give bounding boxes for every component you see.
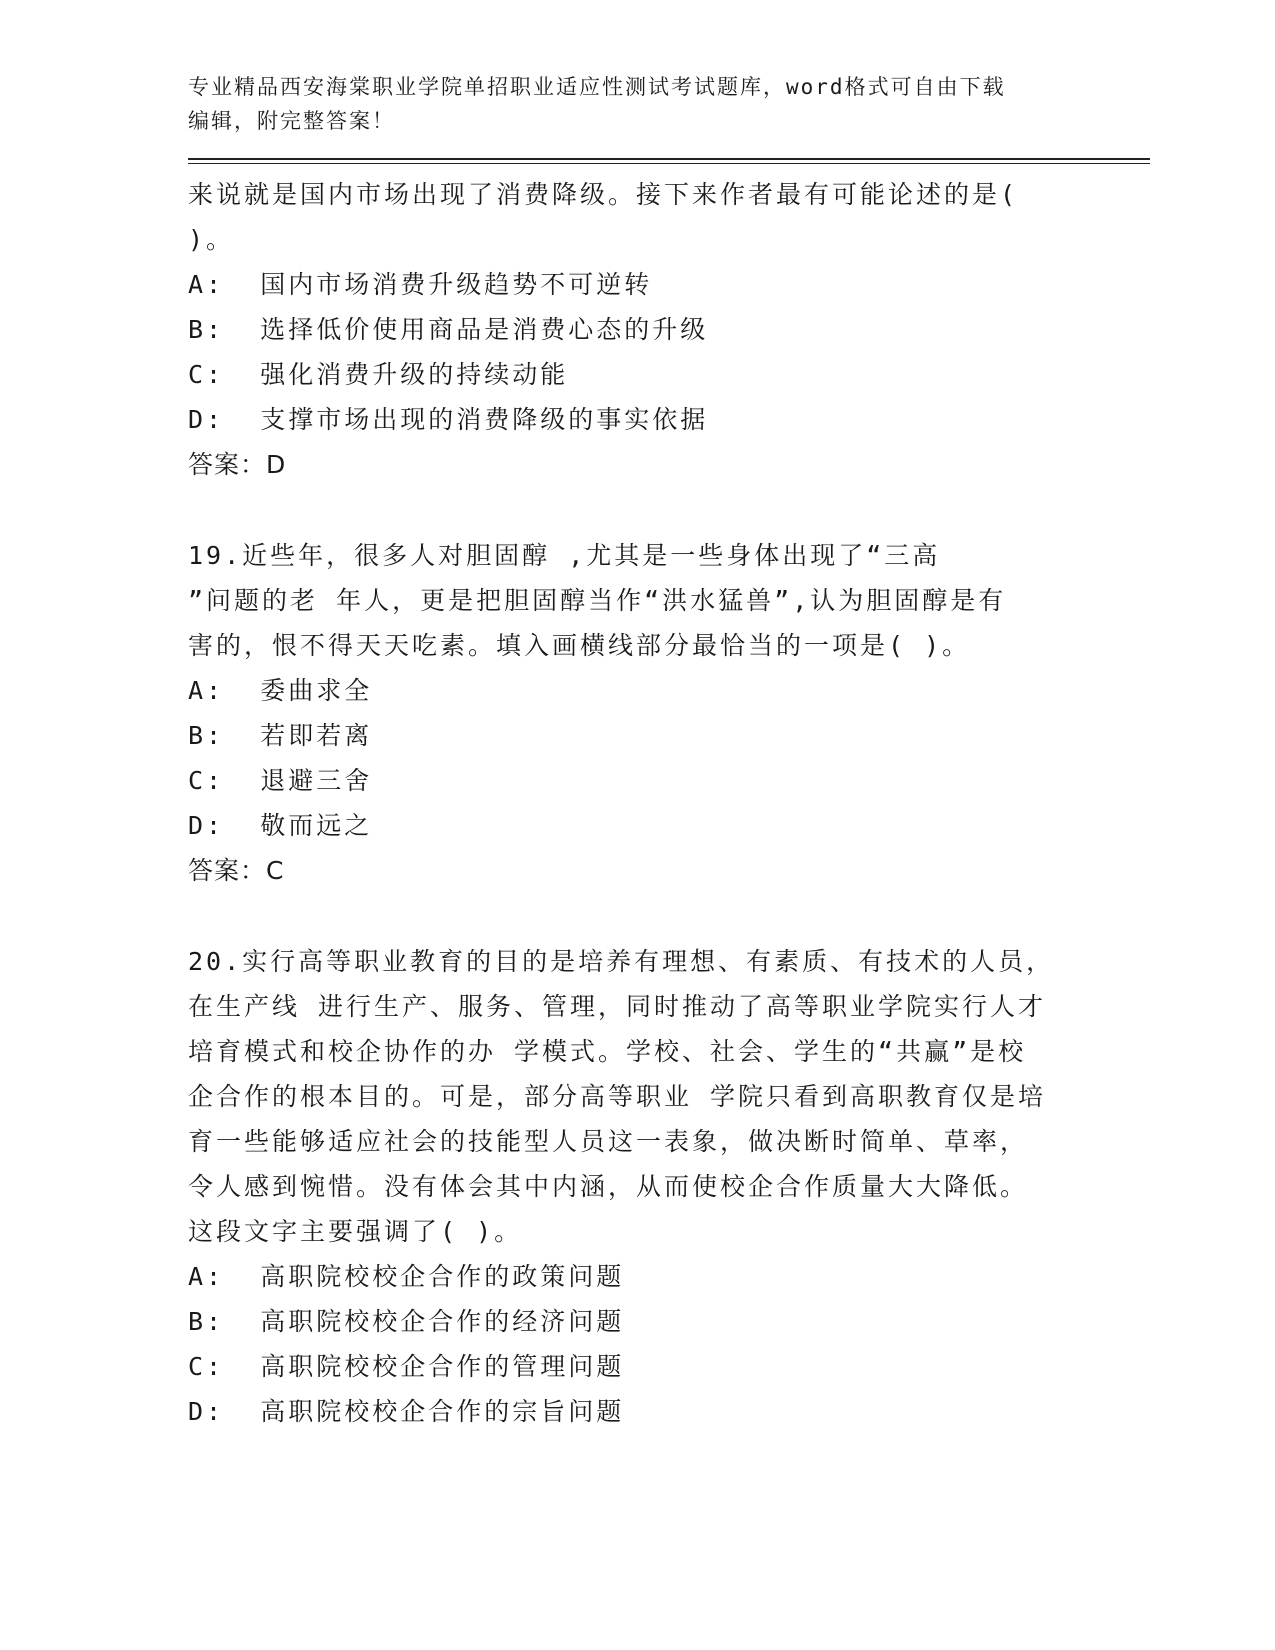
question-block	[188, 533, 1148, 893]
option-a: A: 高职院校校企合作的政策问题	[188, 1262, 625, 1291]
answer-line: 答案：C	[188, 856, 285, 885]
option-c: C: 强化消费升级的持续动能	[188, 360, 569, 389]
page-header: 专业精品西安海棠职业学院单招职业适应性测试考试题库，word格式可自由下载 编辑，附完整答案！	[188, 75, 1006, 133]
document-body	[188, 172, 1148, 1434]
option-a: A: 国内市场消费升级趋势不可逆转	[188, 270, 653, 299]
question-block	[188, 939, 1148, 1434]
question-block	[188, 172, 1148, 487]
option-d: D: 敬而远之	[188, 811, 373, 840]
option-b: B: 若即若离	[188, 721, 373, 750]
block-spacer	[188, 487, 1148, 533]
option-b: B: 高职院校校企合作的经济问题	[188, 1307, 625, 1336]
question-text: 来说就是国内市场出现了消费降级。接下来作者最有可能论述的是( )。	[188, 180, 1019, 254]
option-c: C: 退避三舍	[188, 766, 373, 795]
block-spacer	[188, 893, 1148, 939]
question-text: 19.近些年，很多人对胆固醇 ,尤其是一些身体出现了“三高 ”问题的老 年人，更是把胆固醇当作“洪水猛兽”,认为胆固醇是有 害的，恨不得天天吃素。填入画横线部分最恰当的一项是( )。	[188, 541, 1007, 660]
question-text: 20.实行高等职业教育的目的是培养有理想、有素质、有技术的人员， 在生产线 进行生产、服务、管理，同时推动了高等职业学院实行人才 培育模式和校企协作的办 学模式。学校、社会、学生的“共赢”是校 企合作的根本目的。可是，部分高等职业 学院只看到高职教育仅是培 育一些能够适应社会的技能型人员这一表象，做决断时简单、草率， 令人感到惋惜。没有体会其中内涵，从而使校企合作质量大大降低。 这段文字主要强调了( )。	[188, 947, 1055, 1246]
option-a: A: 委曲求全	[188, 676, 373, 705]
answer-line: 答案：D	[188, 450, 287, 479]
option-d: D: 支撑市场出现的消费降级的事实依据	[188, 405, 709, 434]
header-divider	[188, 158, 1150, 164]
option-d: D: 高职院校校企合作的宗旨问题	[188, 1397, 625, 1426]
document-page	[188, 70, 1148, 1434]
option-c: C: 高职院校校企合作的管理问题	[188, 1352, 625, 1381]
option-b: B: 选择低价使用商品是消费心态的升级	[188, 315, 709, 344]
